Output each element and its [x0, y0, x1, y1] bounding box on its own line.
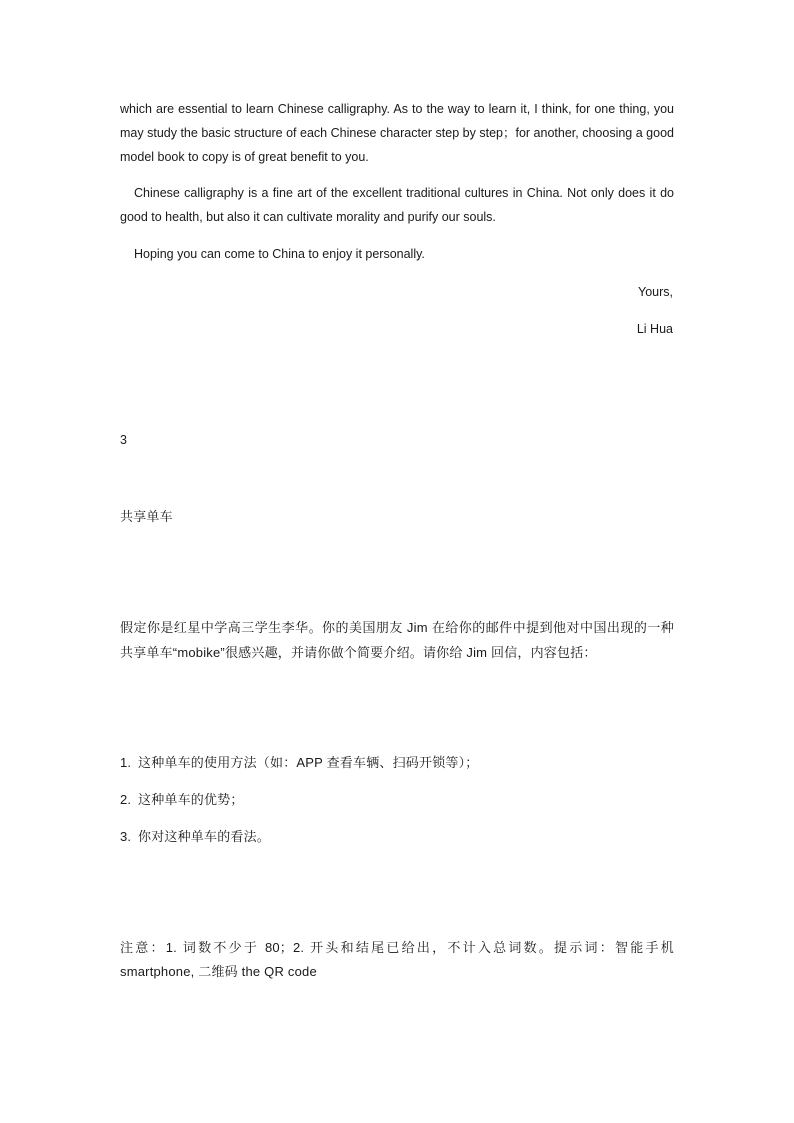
- list-item: [120, 788, 244, 812]
- letter-signature: Li Hua: [636, 322, 673, 336]
- letter-closing: Yours,: [638, 285, 673, 299]
- list-item-text: 这种单车的优势；: [138, 792, 244, 807]
- list-item: [120, 751, 479, 775]
- letter-paragraph-3: Hoping you can come to China to enjoy it personally.: [134, 247, 425, 261]
- section-number: 3: [120, 433, 127, 447]
- list-item-number: 2.: [120, 792, 132, 807]
- list-item-text: 这种单车的使用方法（如：APP 查看车辆、扫码开锁等）；: [138, 755, 479, 770]
- list-item-number: 1.: [120, 755, 132, 770]
- list-item-number: 3.: [120, 829, 132, 844]
- task-note: 注意：1. 词数不少于 80；2. 开头和结尾已给出，不计入总词数。提示词：智能手机 smartphone, 二维码 the QR code: [120, 940, 674, 979]
- letter-paragraph-2: Chinese calligraphy is a fine art of the excellent traditional cultures in China. Not only does it do good to health, but also it can cultivate morality and purify our souls.: [120, 186, 674, 224]
- section-title: 共享单车: [120, 509, 173, 524]
- list-item-text: 你对这种单车的看法。: [138, 829, 271, 844]
- list-item: [120, 825, 270, 849]
- letter-paragraph-1: which are essential to learn Chinese calligraphy. As to the way to learn it, I think, for one thing, you may study the basic structure of each Chinese character step by step；for another, choosing a good model book to copy is of great benefit to you.: [120, 102, 674, 164]
- task-prompt: 假定你是红星中学高三学生李华。你的美国朋友 Jim 在给你的邮件中提到他对中国出现的一种共享单车“mobike”很感兴趣，并请你做个简要介绍。请你给 Jim 回信，内容包括：: [120, 620, 674, 660]
